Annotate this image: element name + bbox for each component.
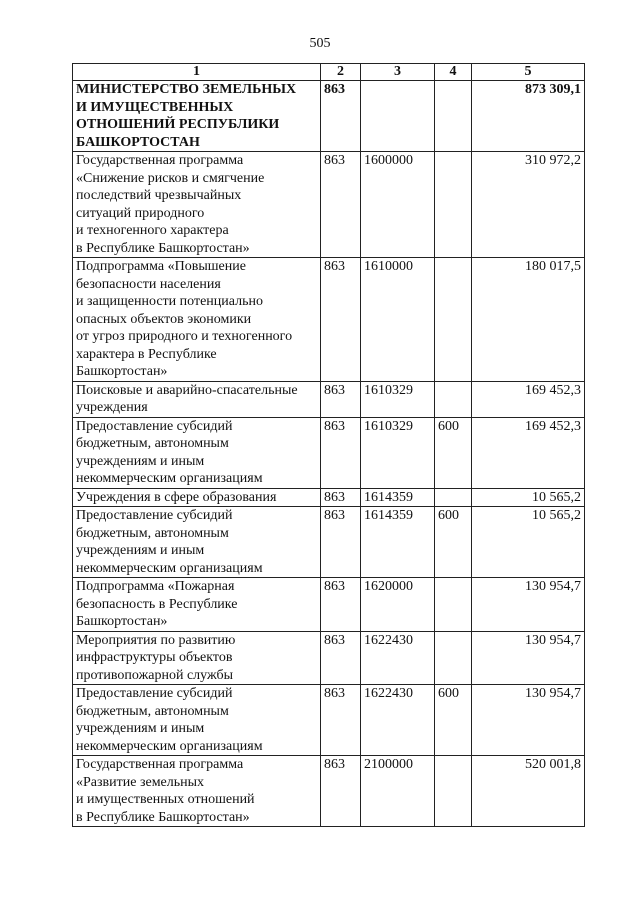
budget-table — [72, 63, 585, 827]
row-ved: 863 — [321, 381, 361, 417]
table-row — [73, 417, 585, 488]
row-vr: 600 — [435, 417, 472, 488]
row-vr: 600 — [435, 685, 472, 756]
row-name: Государственная программа «Снижение рисков и смягчение последствий чрезвычайных ситуаций природного и техногенного характера в Республике Башкортостан» — [73, 152, 321, 258]
table-row — [73, 507, 585, 578]
row-name: Предоставление субсидий бюджетным, автономным учреждениям и иным некоммерческим организациям — [73, 507, 321, 578]
row-name: Подпрограмма «Повышение безопасности населения и защищенности потенциально опасных объектов экономики от угроз природного и техногенного характера в Республике Башкортостан» — [73, 258, 321, 382]
row-vr — [435, 756, 472, 827]
table-row — [73, 152, 585, 258]
row-name: Поисковые и аварийно-спасательные учреждения — [73, 381, 321, 417]
table-row — [73, 258, 585, 382]
row-ved: 863 — [321, 685, 361, 756]
row-csr: 1620000 — [361, 578, 435, 632]
row-sum: 310 972,2 — [472, 152, 585, 258]
row-ved: 863 — [321, 756, 361, 827]
row-vr — [435, 381, 472, 417]
table-row — [73, 488, 585, 507]
row-csr: 1610329 — [361, 417, 435, 488]
row-csr: 1614359 — [361, 507, 435, 578]
row-ved: 863 — [321, 258, 361, 382]
column-header-name: 1 — [73, 64, 321, 81]
row-vr — [435, 631, 472, 685]
row-csr: 2100000 — [361, 756, 435, 827]
row-sum: 10 565,2 — [472, 507, 585, 578]
row-sum: 180 017,5 — [472, 258, 585, 382]
row-ved: 863 — [321, 152, 361, 258]
row-ved: 863 — [321, 631, 361, 685]
table-row — [73, 578, 585, 632]
column-header-ved: 2 — [321, 64, 361, 81]
row-sum: 130 954,7 — [472, 685, 585, 756]
row-csr: 1600000 — [361, 152, 435, 258]
row-ved: 863 — [321, 417, 361, 488]
column-header-sum: 5 — [472, 64, 585, 81]
row-csr: 1610000 — [361, 258, 435, 382]
row-csr: 1610329 — [361, 381, 435, 417]
row-sum: 520 001,8 — [472, 756, 585, 827]
row-vr — [435, 258, 472, 382]
row-ved: 863 — [321, 578, 361, 632]
table-row — [73, 756, 585, 827]
row-vr — [435, 152, 472, 258]
row-csr: 1622430 — [361, 631, 435, 685]
row-sum: 10 565,2 — [472, 488, 585, 507]
row-vr — [435, 81, 472, 152]
row-sum: 130 954,7 — [472, 578, 585, 632]
row-vr: 600 — [435, 507, 472, 578]
row-csr — [361, 81, 435, 152]
row-name: МИНИСТЕРСТВО ЗЕМЕЛЬНЫХ И ИМУЩЕСТВЕННЫХ ОТНОШЕНИЙ РЕСПУБЛИКИ БАШКОРТОСТАН — [73, 81, 321, 152]
table-row — [73, 81, 585, 152]
row-ved: 863 — [321, 81, 361, 152]
row-name: Предоставление субсидий бюджетным, автономным учреждениям и иным некоммерческим организациям — [73, 685, 321, 756]
column-header-vr: 4 — [435, 64, 472, 81]
row-csr: 1622430 — [361, 685, 435, 756]
row-csr: 1614359 — [361, 488, 435, 507]
row-sum: 169 452,3 — [472, 417, 585, 488]
row-sum: 873 309,1 — [472, 81, 585, 152]
table-row — [73, 685, 585, 756]
column-header-csr: 3 — [361, 64, 435, 81]
page-number: 505 — [309, 36, 331, 51]
row-ved: 863 — [321, 488, 361, 507]
row-vr — [435, 578, 472, 632]
row-name: Мероприятия по развитию инфраструктуры объектов противопожарной службы — [73, 631, 321, 685]
row-ved: 863 — [321, 507, 361, 578]
table-row — [73, 631, 585, 685]
row-sum: 169 452,3 — [472, 381, 585, 417]
row-name: Подпрограмма «Пожарная безопасность в Республике Башкортостан» — [73, 578, 321, 632]
table-row — [73, 381, 585, 417]
row-name: Государственная программа «Развитие земельных и имущественных отношений в Республике Башкортостан» — [73, 756, 321, 827]
row-name: Предоставление субсидий бюджетным, автономным учреждениям и иным некоммерческим организациям — [73, 417, 321, 488]
row-vr — [435, 488, 472, 507]
row-name: Учреждения в сфере образования — [73, 488, 321, 507]
header-row — [73, 64, 585, 81]
row-sum: 130 954,7 — [472, 631, 585, 685]
